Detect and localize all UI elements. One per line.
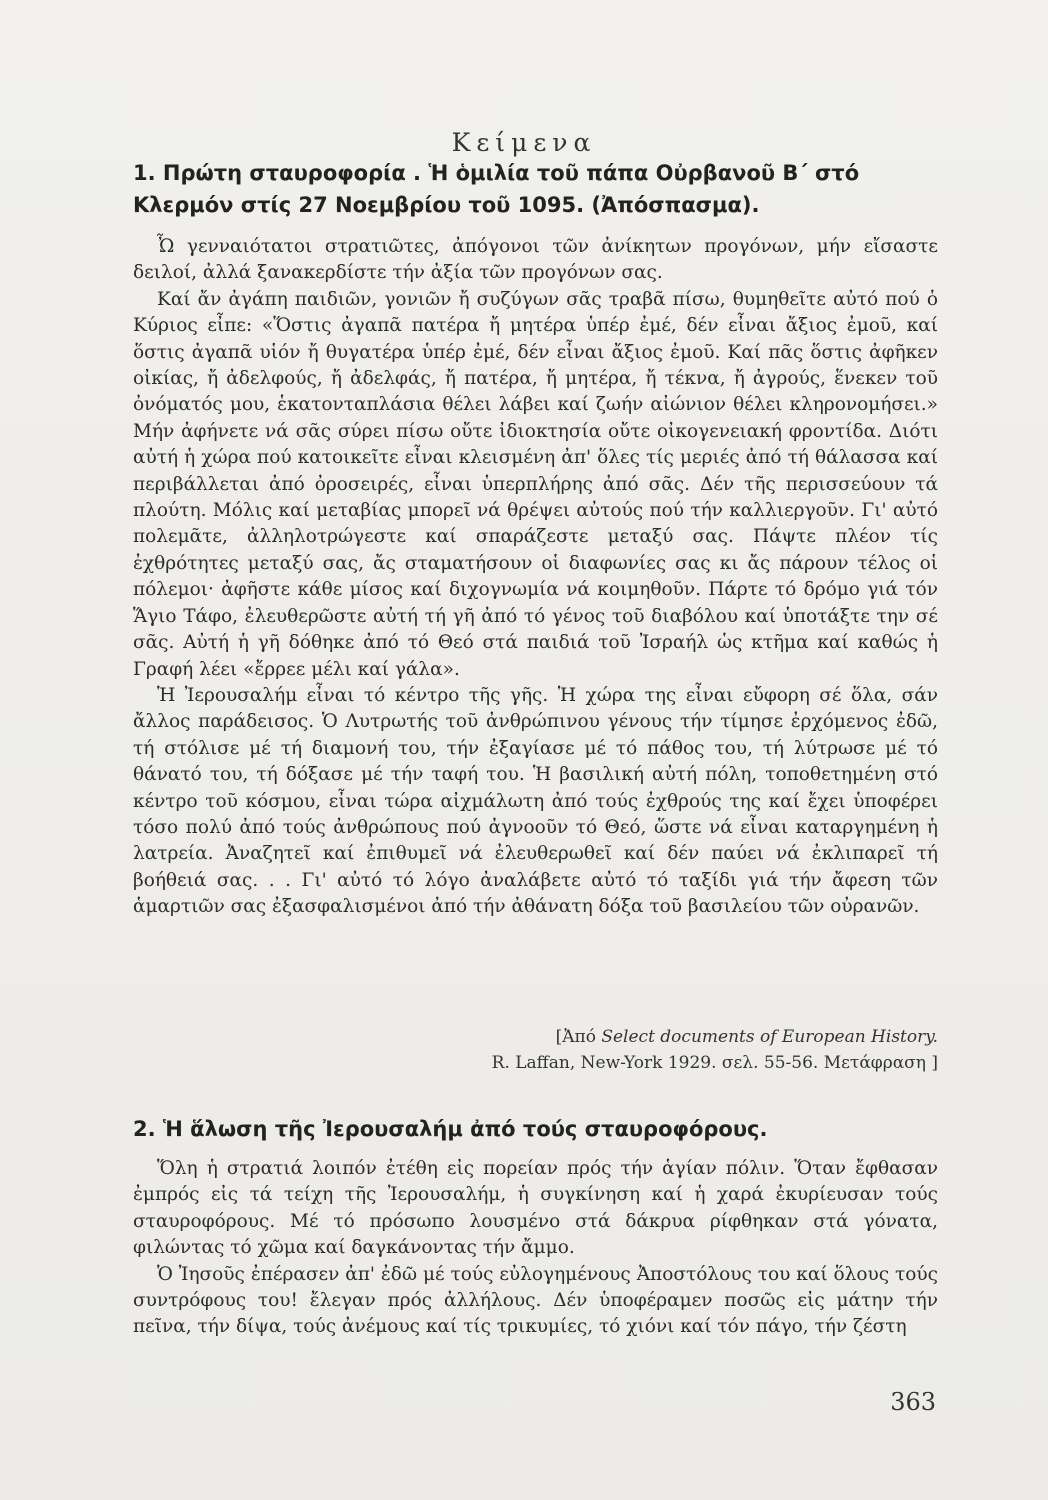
- source-citation: [238, 1025, 938, 1050]
- section-2-paragraph: Ὅλη ἡ στρατιά λοιπόν ἐτέθη εἰς πορείαν πρός τήν ἁγίαν πόλιν. Ὅταν ἔφθασαν ἐμπρός εἰς τά τείχη τῆς Ἰερουσαλήμ, ἡ συγκίνηση καί ἡ χαρά ἐκυρίευσαν τούς σταυροφόρους. Μέ τό πρόσωπο λουσμένο στά δάκρυα ρίφθηκαν στά γόνατα, φιλώντας τό χῶμα καί δαγκάνοντας τήν ἄμμο.: [133, 1158, 938, 1259]
- section-2-paragraph: Ὁ Ἰησοῦς ἐπέρασεν ἀπ' ἐδῶ μέ τούς εὐλογημένους Ἀποστόλους του καί ὅλους τούς συντρόφους του! ἔλεγαν πρός ἀλλήλους. Δέν ὑποφέραμεν ποσῶς εἰς μάτην τήν πεῖνα, τήν δίψα, τούς ἀνέμους καί τίς τρικυμίες, τό χιόνι καί τόν πάγο, τήν ζέστη: [133, 1263, 938, 1338]
- section-2-body: [133, 1156, 938, 1341]
- section-1-paragraph: Ὦ γενναιότατοι στρατιῶτες, ἀπόγονοι τῶν ἀνίκητων προγόνων, μήν εἴσαστε δειλοί, ἀλλά ξανακερδίστε τήν ἀξία τῶν προγόνων σας.: [133, 236, 938, 284]
- source-publication: R. Laffan, New-York 1929. σελ. 55-56. Μετάφραση ]: [491, 1053, 938, 1073]
- page-number: 363: [890, 1388, 936, 1416]
- section-2-title: 2. Ἡ ἅλωση τῆς Ἰερουσαλήμ ἀπό τούς σταυροφόρους.: [133, 1117, 768, 1141]
- source-title: Select documents of European History.: [601, 1027, 938, 1047]
- section-1-body: [133, 234, 938, 921]
- source-prefix: [Ἀπό: [555, 1027, 596, 1047]
- page-heading: Κείμενα: [451, 128, 597, 157]
- section-1-title: 1. Πρώτη σταυροφορία . Ἡ ὁμιλία τοῦ πάπα Οὐρβανοῦ Β΄ στό Κλερμόν στίς 27 Νοεμβρίου τοῦ 1095. (Ἀπόσπασμα).: [133, 161, 860, 217]
- section-1-paragraph: Ἡ Ἰερουσαλήμ εἶναι τό κέντρο τῆς γῆς. Ἡ χώρα της εἶναι εὔφορη σέ ὅλα, σάν ἄλλος παράδεισος. Ὁ Λυτρωτής τοῦ ἀνθρώπινου γένους τήν τίμησε ἐρχόμενος ἐδῶ, τή στόλισε μέ τή διαμονή του, τήν ἐξαγίασε μέ τό πάθος του, τή λύτρωσε μέ τό θάνατό του, τή δόξασε μέ τήν ταφή του. Ἡ βασιλική αὐτή πόλη, τοποθετημένη στό κέντρο τοῦ κόσμου, εἶναι τώρα αἰχμάλωτη ἀπό τούς ἐχθρούς της καί ἔχει ὑποφέρει τόσο πολύ ἀπό τούς ἀνθρώπους πού ἀγνοοῦν τό Θεό, ὥστε νά εἶναι καταργημένη ἡ λατρεία. Ἀναζητεῖ καί ἐπιθυμεῖ νά ἐλευθερωθεῖ καί δέν παύει νά ἐκλιπαρεῖ τή βοήθειά σας. . . Γι' αὐτό τό λόγο ἀναλάβετε αὐτό τό ταξίδι γιά τήν ἄφεση τῶν ἁμαρτιῶν σας ἐξασφαλισμένοι ἀπό τήν ἀθάνατη δόξα τοῦ βασιλείου τῶν οὐρανῶν.: [133, 684, 938, 918]
- section-1-paragraph: Καί ἄν ἀγάπη παιδιῶν, γονιῶν ἤ συζύγων σᾶς τραβᾶ πίσω, θυμηθεῖτε αὐτό πού ὁ Κύριος εἶπε: «Ὅστις ἀγαπᾶ πατέρα ἤ μητέρα ὑπέρ ἐμέ, δέν εἶναι ἄξιος ἐμοῦ, καί ὅστις ἀγαπᾶ υἱόν ἤ θυγατέρα ὑπέρ ἐμέ, δέν εἶναι ἄξιος ἐμοῦ. Καί πᾶς ὅστις ἀφῆκεν οἰκίας, ἤ ἀδελφούς, ἤ ἀδελφάς, ἤ πατέρα, ἤ μητέρα, ἤ τέκνα, ἤ ἀγρούς, ἕνεκεν τοῦ ὀνόματός μου, ἑκατονταπλάσια θέλει λάβει καί ζωήν αἰώνιον θέλει κληρονομήσει.» Μήν ἀφήνετε νά σᾶς σύρει πίσω οὔτε ἰδιοκτησία οὔτε οἰκογενειακή φροντίδα. Διότι αὐτή ἡ χώρα πού κατοικεῖτε εἶναι κλεισμένη ἀπ' ὅλες τίς μεριές ἀπό τή θάλασσα καί περιβάλλεται ἀπό ὀροσειρές, εἶναι ὑπερπλήρης ἀπό σᾶς. Δέν τῆς περισσεύουν τά πλούτη. Μόλις καί μεταβίας μπορεῖ νά θρέψει αὐτούς πού τήν καλλιεργοῦν. Γι' αὐτό πολεμᾶτε, ἀλληλοτρώγεστε καί σπαράζεστε μεταξύ σας. Πάψτε πλέον τίς ἐχθρότητες μεταξύ σας, ἄς σταματήσουν οἱ διαφωνίες σας κι ἄς πάρουν τέλος οἱ πόλεμοι· ἀφῆστε κάθε μίσος καί διχογνωμία νά κοιμηθοῦν. Πάρτε τό δρόμο γιά τόν Ἅγιο Τάφο, ἐλευθερῶστε αὐτή τή γῆ ἀπό τό γένος τοῦ διαβόλου καί ὑποτάξτε την σέ σᾶς. Αὐτή ἡ γῆ δόθηκε ἀπό τό Θεό στά παιδιά τοῦ Ἰσραήλ ὡς κτῆμα καί καθώς ἡ Γραφή λέει «ἔρρεε μέλι καί γάλα».: [133, 288, 938, 680]
